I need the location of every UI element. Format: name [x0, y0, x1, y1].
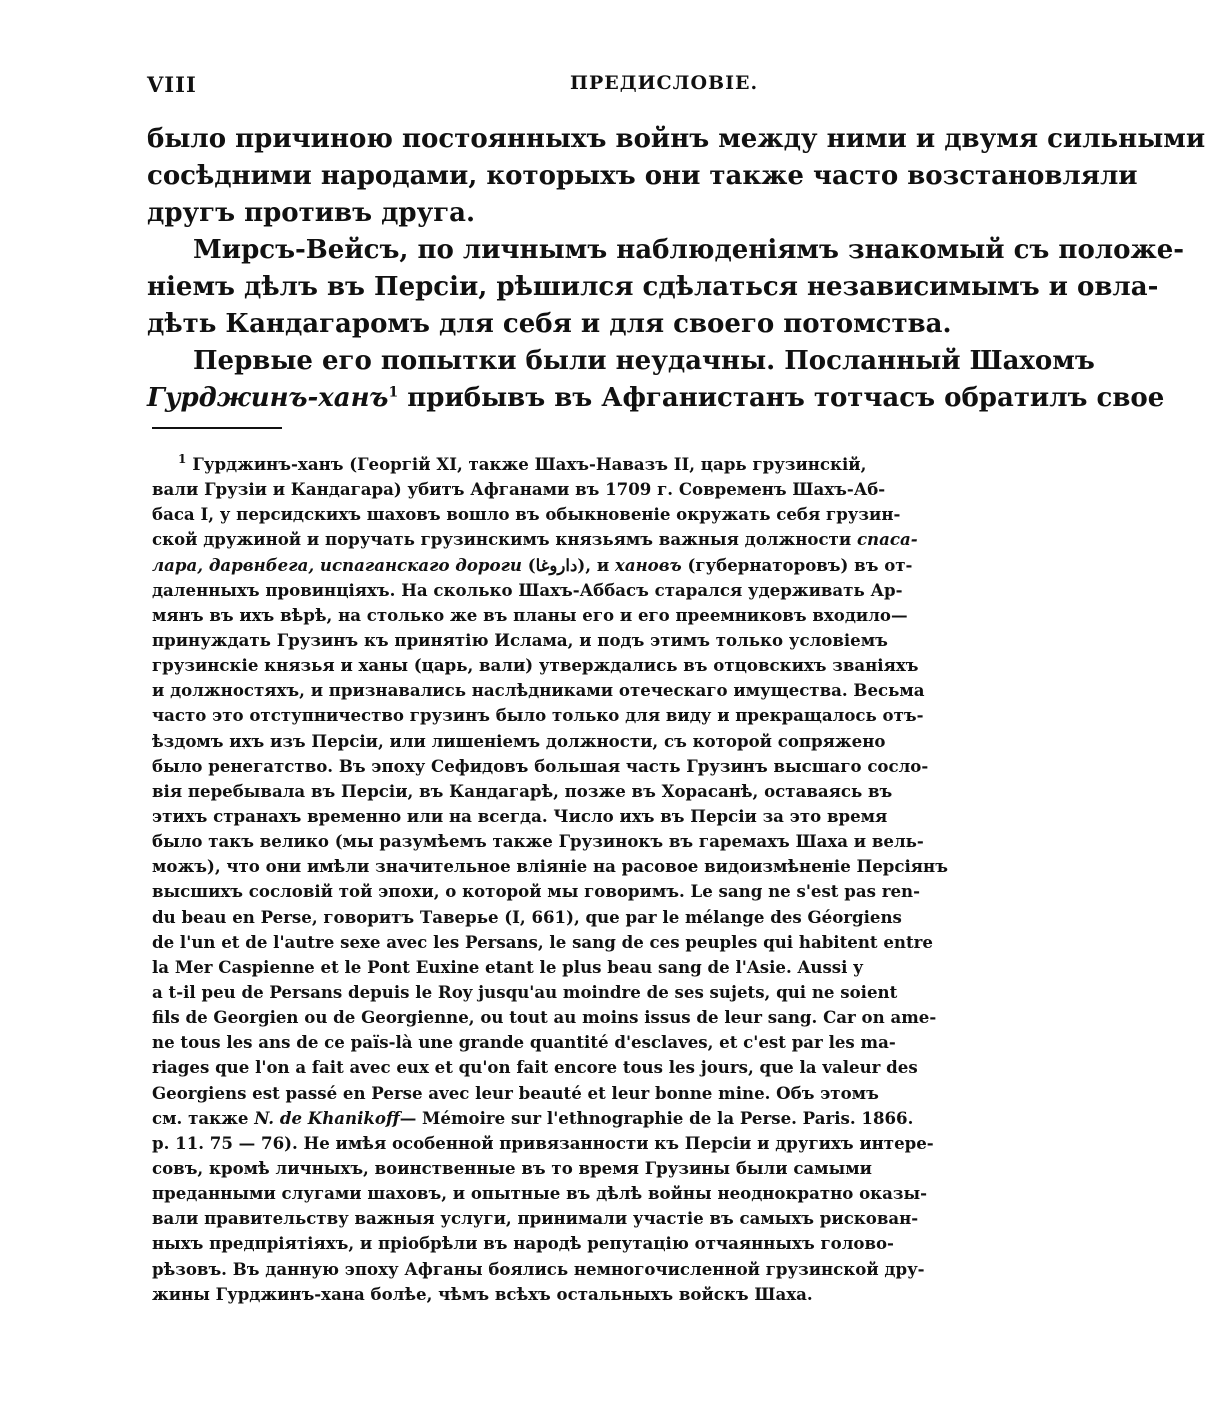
footnote-line: высшихъ сословій той эпохи, о которой мы говоримъ. Le sang ne s'est pas ren- [152, 881, 920, 902]
running-title: ПРЕДИСЛОВІЕ. [570, 72, 759, 94]
footnote-separator [152, 427, 282, 429]
main-line: дѣть Кандагаромъ для себя и для своего потомства. [147, 309, 952, 339]
footnote-line: см. также N. de Khanikoff— Mémoire sur l'ethnographie de la Perse. Paris. 1866. [152, 1107, 914, 1128]
footnote-line: рѣзовъ. Въ данную эпоху Афганы боялись немногочисленной грузинской дру- [152, 1258, 925, 1279]
footnote-line: вали правительству важныя услуги, принимали участіе въ самыхъ рискован- [152, 1208, 919, 1229]
footnote-line: ѣздомъ ихъ изъ Персіи, или лишеніемъ должности, съ которой сопряжено [152, 730, 886, 751]
footnote-line: и должностяхъ, и признавались наслѣдниками отеческаго имущества. Весьма [152, 680, 925, 701]
main-line-last [147, 380, 1165, 417]
footnote-line: было такъ велико (мы разумѣемъ также Грузинокъ въ гаремахъ Шаха и вель- [152, 831, 924, 852]
main-line: другъ противъ друга. [147, 198, 476, 228]
footnote-line: можъ), что они имѣли значительное вліяніе на расовое видоизмѣненіе Персіянъ [152, 856, 948, 877]
footnote-line: la Mer Caspienne et le Pont Euxine etant le plus beau sang de l'Asie. Aussi y [152, 956, 863, 977]
footnote-marker: 1 [178, 452, 187, 467]
footnote-line: принуждать Грузинъ къ принятію Ислама, и подъ этимъ только условіемъ [152, 629, 888, 650]
footnote-line: преданными слугами шаховъ, и опытные въ дѣлѣ войны неоднократно оказы- [152, 1183, 928, 1204]
footnote-line: этихъ странахъ временно или на всегда. Число ихъ въ Персіи за это время [152, 805, 888, 826]
footnote-line: грузинскіе князья и ханы (царь, вали) утверждались въ отцовскихъ званіяхъ [152, 655, 919, 676]
footnote-line: fils de Georgien ou de Georgienne, ou tout au moins issus de leur sang. Car on ame- [152, 1007, 937, 1028]
arabic-word: (داروغا) [527, 554, 586, 575]
footnote-line: вія перебывала въ Персіи, въ Кандагарѣ, позже въ Хорасанѣ, оставаясь въ [152, 780, 893, 801]
footnote-line: a t-il peu de Persans depuis le Roy jusqu'au moindre de ses sujets, qui ne soient [152, 981, 898, 1002]
main-line: сосѣдними народами, которыхъ они также часто возстановляли [147, 161, 1138, 191]
footnote-line: Georgiens est passé en Perse avec leur beauté et leur bonne mine. Объ этомъ [152, 1082, 879, 1103]
footnote-line: de l'un et de l'autre sexe avec les Persans, le sang de ces peuples qui habitent entre [152, 931, 933, 952]
footnote-line: p. 11. 75 — 76). Не имѣя особенной привязанности къ Персіи и другихъ интере- [152, 1132, 934, 1153]
footnote-line: совъ, кромѣ личныхъ, воинственные въ то время Грузины были самыми [152, 1157, 872, 1178]
footnote [152, 452, 948, 1307]
footnote-line: вали Грузіи и Кандагара) убитъ Афганами въ 1709 г. Современъ Шахъ-Аб- [152, 479, 886, 500]
main-text [147, 121, 1205, 417]
footnote-line: ne tous les ans de ce païs-là une grande quantité d'esclaves, et c'est par les ma- [152, 1032, 896, 1053]
footnote-line: лара, дарвнбегa, испаганскаго дороги (داروغا), и хановъ (губернаторовъ) въ от- [152, 554, 913, 575]
footnote-line: жины Гурджинъ-хана болѣе, чѣмъ всѣхъ остальныхъ войскъ Шаха. [152, 1283, 813, 1304]
footnote-line: ныхъ предпріятіяхъ, и пріобрѣли въ народѣ репутацію отчаянныхъ голово- [152, 1233, 894, 1254]
footnote-line: часто это отступничество грузинъ было только для виду и прекращалось отъ- [152, 705, 924, 726]
footnote-line: мянъ въ ихъ вѣрѣ, на столько же въ планы его и его преемниковъ входило— [152, 604, 908, 625]
footnote-line: ской дружиной и поручать грузинскимъ князьямъ важныя должности спаса- [152, 529, 918, 550]
page-number: VIII [147, 72, 197, 97]
main-line: было причиною постоянныхъ войнъ между ними и двумя сильными [147, 124, 1205, 154]
footnote-line: du beau en Perse, говоритъ Таверье (I, 661), que par le mélange des Géorgiens [152, 906, 902, 927]
main-line: Первые его попытки были неудачны. Посланный Шахомъ [193, 346, 1095, 376]
main-line: ніемъ дѣлъ въ Персіи, рѣшился сдѣлаться независимымъ и овла- [147, 272, 1159, 302]
footnote-line: баса I, у персидскихъ шаховъ вошло въ обыкновеніе окружать себя грузин- [152, 504, 901, 525]
footnote-line: $^1$ Гурджинъ-ханъ (Георгій XI, также Шахъ-Навазъ II, царь грузинскій, [178, 452, 867, 474]
italic-name: Гурджинъ-ханъ [147, 383, 389, 413]
main-line: Мирсъ-Вейсъ, по личнымъ наблюденіямъ знакомый съ положе- [193, 235, 1185, 265]
main-line-rest: прибывъ въ Афганистанъ тотчасъ обратилъ свое [407, 383, 1165, 413]
footnote-line: riages que l'on a fait avec eux et qu'on fait encore tous les jours, que la valeur des [152, 1057, 918, 1078]
footnote-line: было ренегатство. Въ эпоху Сефидовъ большая часть Грузинъ высшаго сосло- [152, 755, 929, 776]
cited-author: N. de Khanikoff [254, 1107, 400, 1128]
page-header [147, 72, 857, 102]
footnote-reference: 1 [388, 384, 399, 401]
footnote-line: даленныхъ провинціяхъ. На сколько Шахъ-Аббасъ старался удерживать Ар- [152, 579, 903, 600]
